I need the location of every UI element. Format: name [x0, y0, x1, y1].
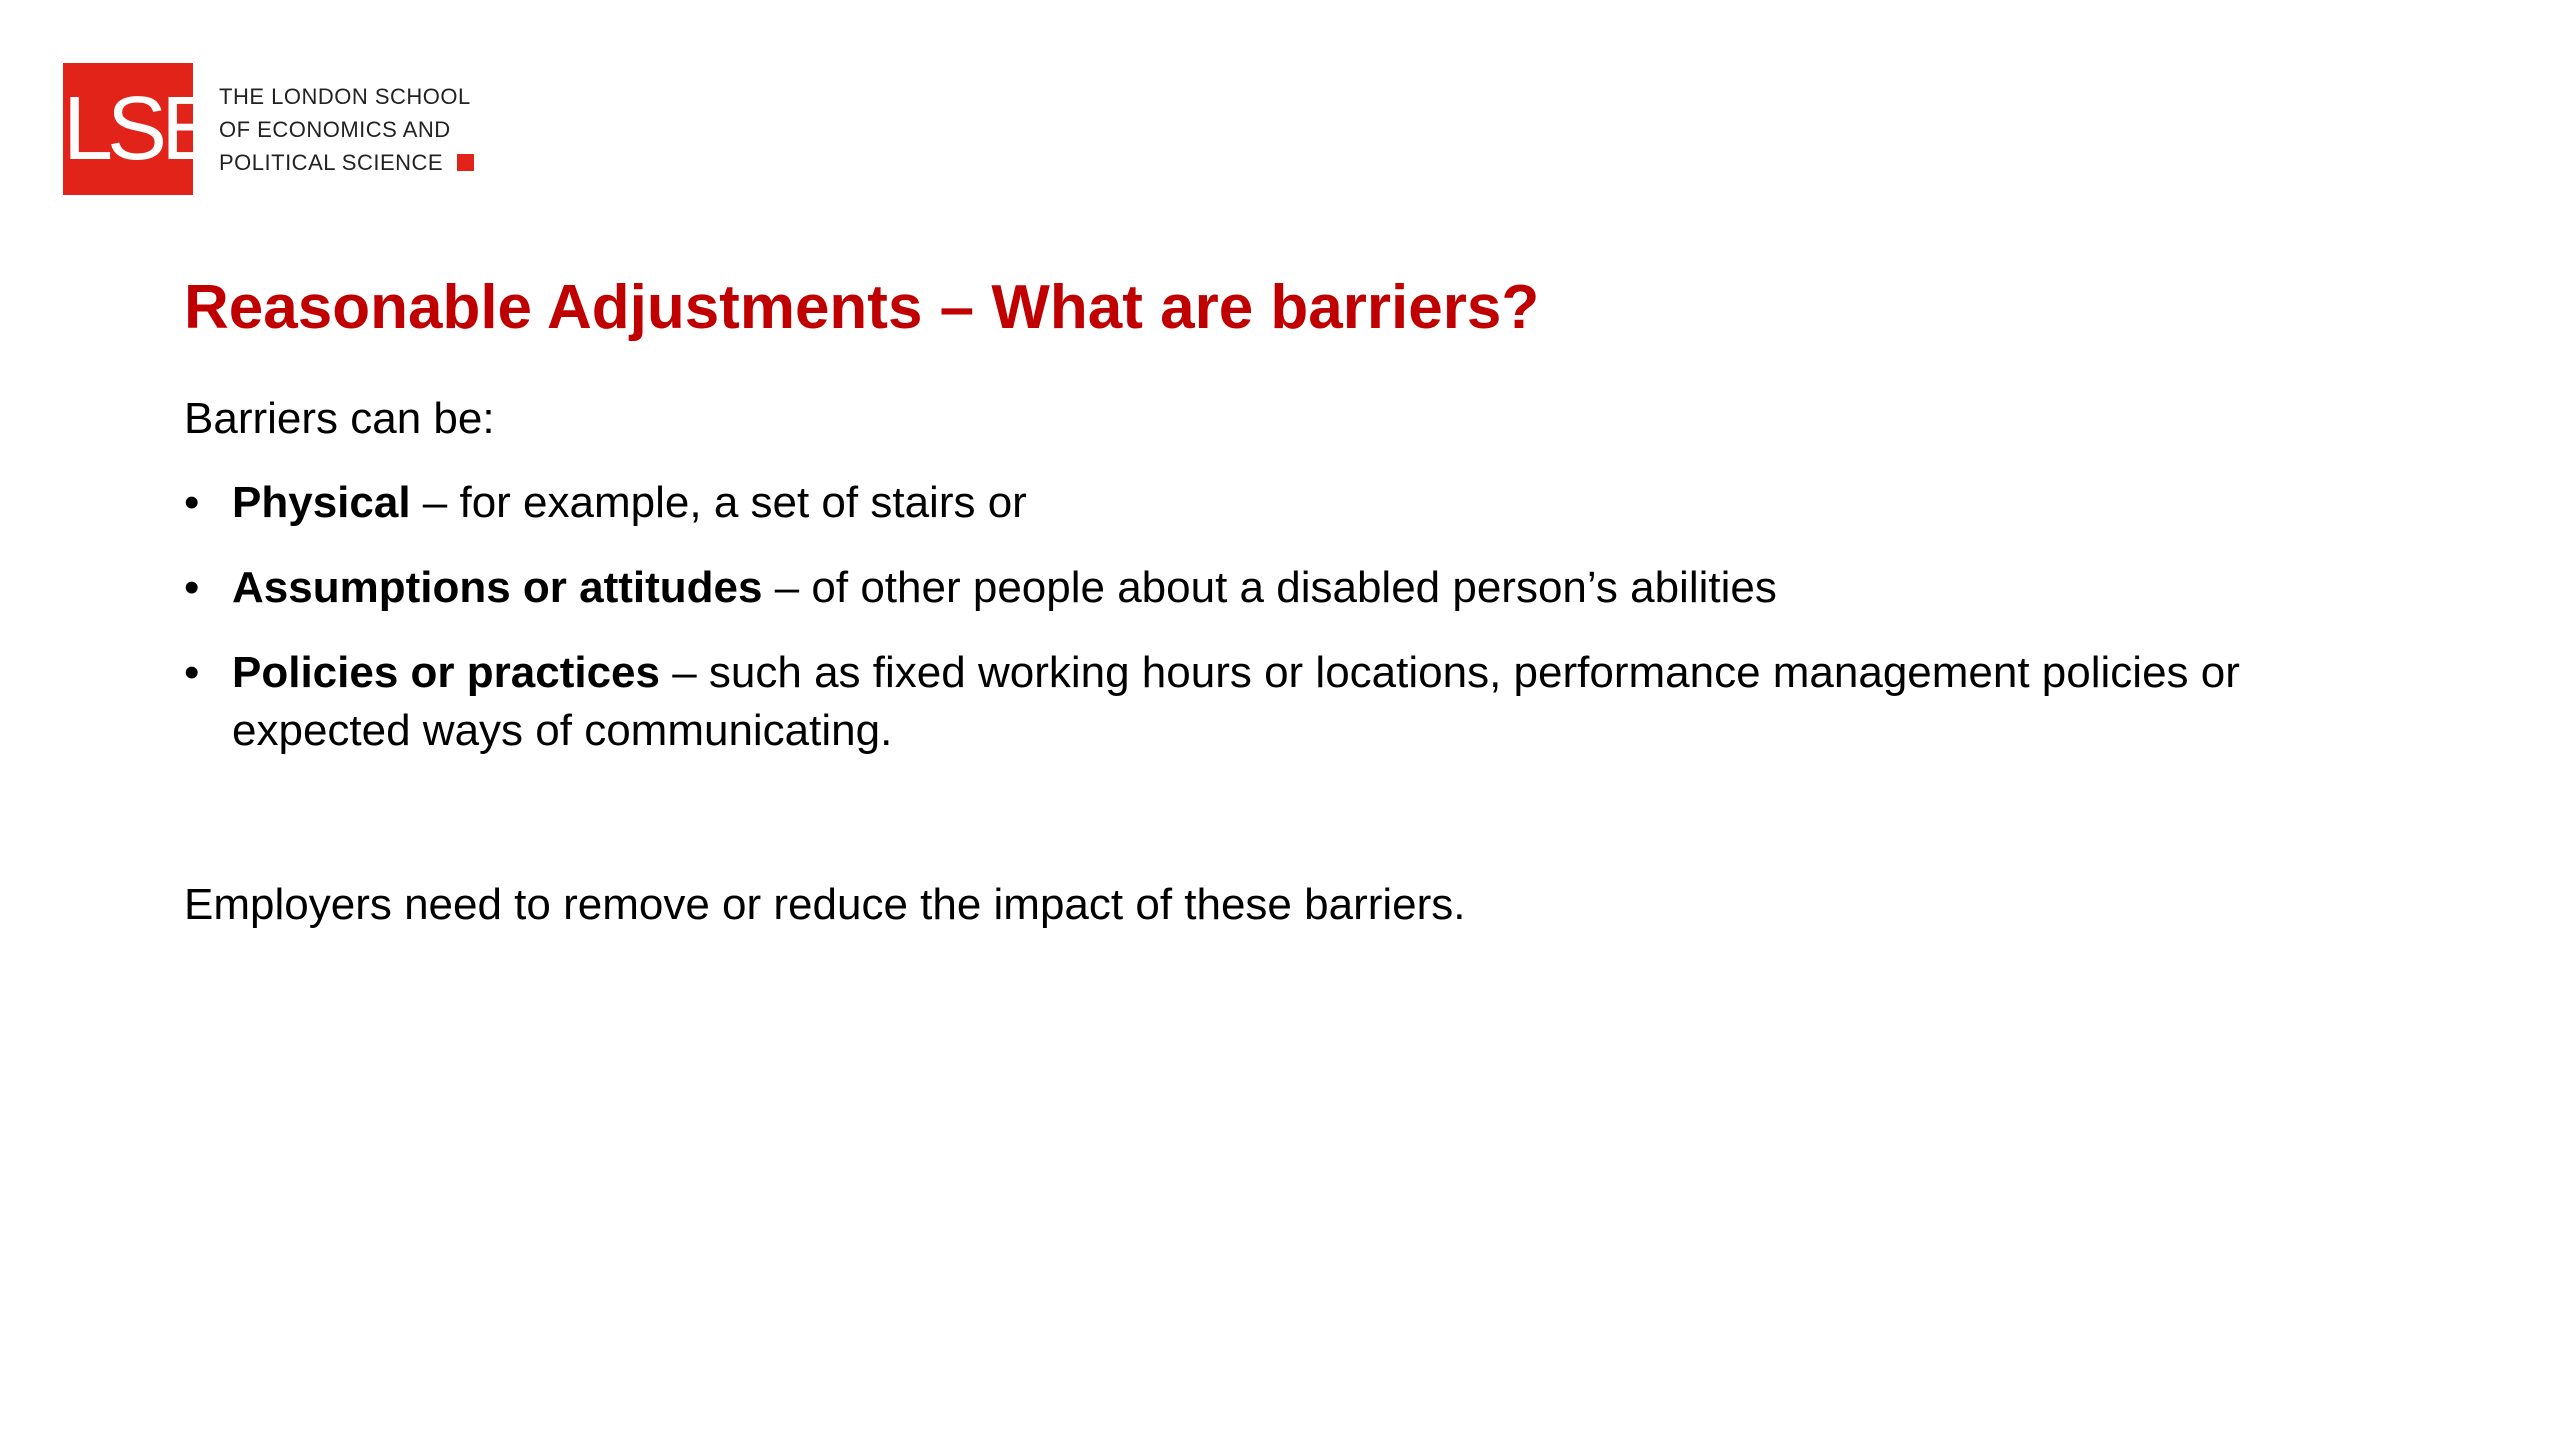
- bullet-icon: •: [184, 478, 200, 527]
- list-item-assumptions: [184, 559, 2334, 617]
- bullet-icon: •: [184, 563, 200, 612]
- bullet-term: Assumptions or attitudes: [232, 563, 763, 612]
- logo-line-3: POLITICAL SCIENCE: [219, 149, 444, 175]
- barrier-list: [184, 474, 2334, 760]
- lse-logo: [63, 63, 474, 195]
- logo-line-3-wrap: [219, 149, 474, 176]
- bullet-text: – of other people about a disabled person’s abilities: [762, 563, 1777, 612]
- lse-logo-mark: [63, 63, 216, 195]
- bullet-text: – for example, a set of stairs or: [410, 478, 1027, 527]
- bullet-icon: •: [184, 648, 200, 697]
- bullet-term: Physical: [232, 478, 411, 527]
- slide-body: [184, 390, 2334, 934]
- closing-text: Employers need to remove or reduce the impact of these barriers.: [184, 880, 1466, 929]
- list-item-physical: [184, 474, 2334, 532]
- logo-line-1: THE LONDON SCHOOL: [219, 83, 471, 109]
- intro-text: Barriers can be:: [184, 394, 495, 443]
- list-item-policies: [184, 644, 2334, 760]
- bullet-text: – such as fixed working hours or locations, performance management policies or expected ways of communicating.: [232, 648, 2240, 755]
- lse-logo-letters: LSE: [63, 79, 216, 179]
- logo-line-2: OF ECONOMICS AND: [219, 116, 451, 142]
- logo-red-square: [457, 154, 474, 171]
- slide-title: Reasonable Adjustments – What are barriers?: [184, 273, 1540, 342]
- lse-logo-wordmark: [219, 83, 474, 176]
- bullet-term: Policies or practices: [232, 648, 660, 697]
